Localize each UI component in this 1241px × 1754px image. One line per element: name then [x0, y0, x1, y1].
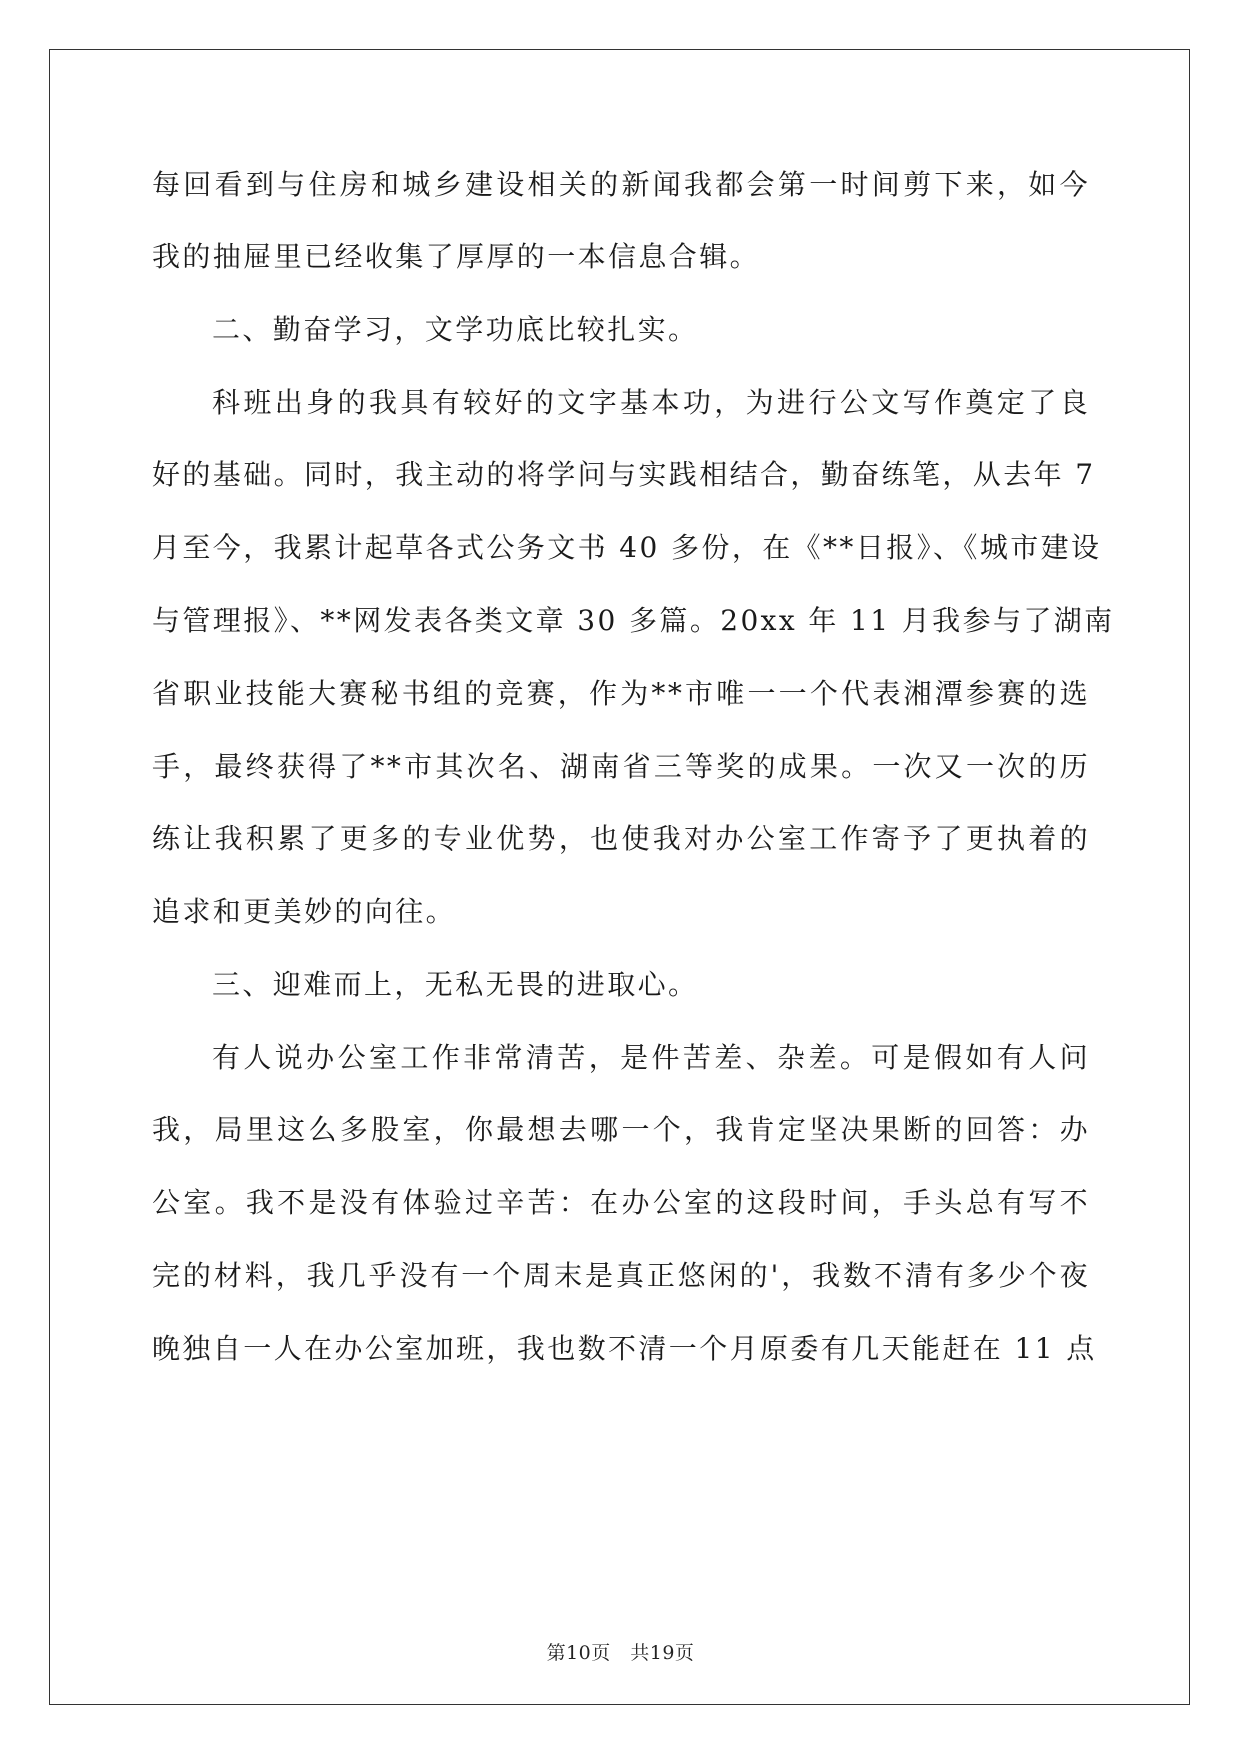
text-line: 追求和更美妙的向往。 — [152, 895, 457, 928]
text-line: 晚独自一人在办公室加班，我也数不清一个月原委有几天能赶在 11 点 — [152, 1332, 1097, 1365]
text-line: 每回看到与住房和城乡建设相关的新闻我都会第一时间剪下来，如今 — [152, 168, 1090, 201]
text-line: 有人说办公室工作非常清苦，是件苦差、杂差。可是假如有人问 — [212, 1041, 1090, 1074]
text-line: 我的抽屉里已经收集了厚厚的一本信息合辑。 — [152, 240, 761, 273]
page-number-footer: 第10页 共19页 — [546, 1642, 695, 1664]
text-line: 好的基础。同时，我主动的将学问与实践相结合，勤奋练笔，从去年 7 — [152, 458, 1096, 491]
text-line: 二、勤奋学习，文学功底比较扎实。 — [212, 313, 699, 346]
text-line: 月至今，我累计起草各式公务文书 40 多份，在《**日报》、《城市建设 — [152, 531, 1102, 564]
page-border — [49, 49, 1190, 1705]
text-line: 我，局里这么多股室，你最想去哪一个，我肯定坚决果断的回答：办 — [152, 1113, 1090, 1146]
text-line: 完的材料，我几乎没有一个周末是真正悠闲的'，我数不清有多少个夜 — [152, 1259, 1090, 1292]
text-line: 三、迎难而上，无私无畏的进取心。 — [212, 968, 699, 1001]
text-line: 科班出身的我具有较好的文字基本功，为进行公文写作奠定了良 — [212, 386, 1090, 419]
text-line: 练让我积累了更多的专业优势，也使我对办公室工作寄予了更执着的 — [152, 822, 1090, 855]
text-line: 与管理报》、**网发表各类文章 30 多篇。20xx 年 11 月我参与了湖南 — [152, 604, 1115, 637]
text-line: 省职业技能大赛秘书组的竞赛，作为**市唯一一个代表湘潭参赛的选 — [152, 677, 1090, 710]
text-line: 公室。我不是没有体验过辛苦：在办公室的这段时间，手头总有写不 — [152, 1186, 1090, 1219]
text-line: 手，最终获得了**市其次名、湖南省三等奖的成果。一次又一次的历 — [152, 750, 1090, 783]
